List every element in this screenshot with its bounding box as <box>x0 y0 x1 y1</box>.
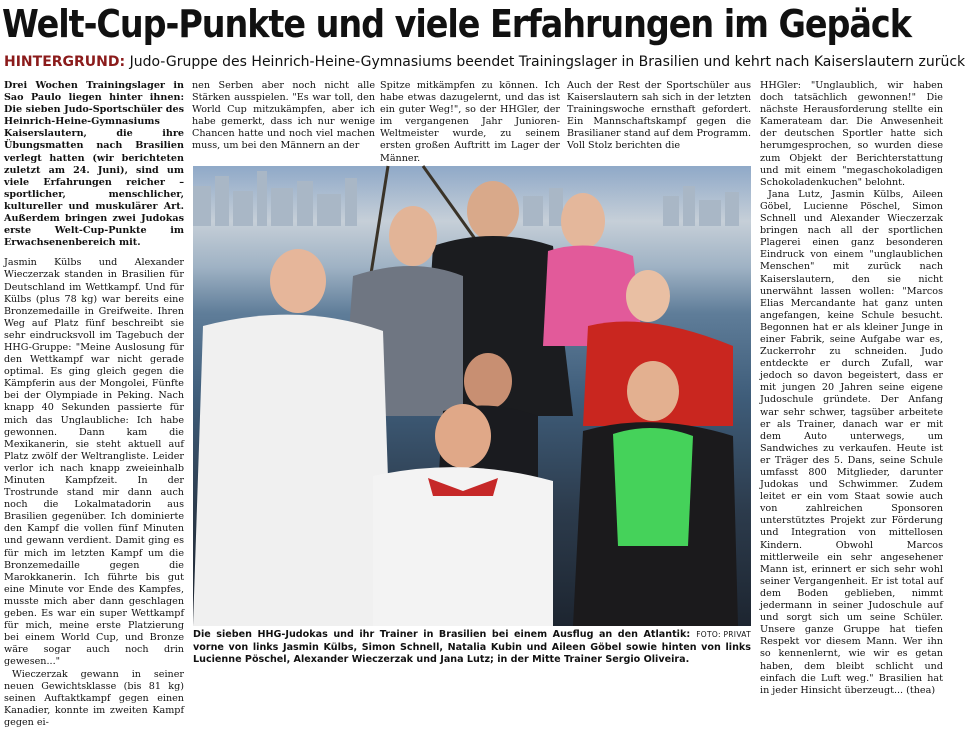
subheadline <box>4 53 965 73</box>
body-paragraph: Jana Lutz, Jasmin Külbs, Aileen Göbel, Lucienne Pöschel, Simon Schnell und Alexander Wieczerzak bringen nach all der sportlichen Plagerei einen ganz besonderen Eindruck von einem "unglaublichen Menschen" mit zurück nach Kaiserslautern, den sie nicht unerwähnt lassen wollen: "Marcos Elias Mercandante hat ganz unten angefangen, keine Schule besucht. Begonnen hat er als kleiner Junge in einer Fabrik, seine Aufgabe war es, Zuckerrohr zu schneiden. Judo entdeckte er durch Zufall, war jedoch so davon begeistert, dass er mit jungen 20 Jahren seine eigene Judoschule gründete. Der Anfang war sehr schwer, tagsüber arbeitete er als Trainer, danach war er mit dem Auto unterwegs, um Sandwiches zu verkaufen. Heute ist er Träger des 5. Dans, seine Schule umfasst 800 Mitglieder, darunter Judokas und Schwimmer. Zudem leitet er ein vom Staat sowie auch von zahlreichen Sponsoren unterstütztes Projekt zur Förderung und Integration von mittellosen Kindern. Obwohl Marcos mittlerweile ein sehr angesehener Mann ist, erinnert er sich sehr wohl seiner Vergangenheit. Er ist total auf dem Boden geblieben, nimmt jedermann in seiner Judoschule auf und sorgt sich um seine Schüler. Unsere ganze Gruppe hat tiefen Respekt vor diesem Mann. Wer ihn so kennenlernt, wie wir es getan haben, dem bleibt schlicht und einfach die Luft weg." Brasilien hat in jeder Hinsicht überzeugt... (thea) <box>760 188 943 696</box>
body-paragraph: HHGler: "Unglaublich, wir haben doch tatsächlich gewonnen!" Die nächste Herausforderung stellte ein Kamerateam dar. Die Anwesenheit der deutschen Sportler hatte sich herumgesprochen, so wurden diese zum Objekt der Berichterstattung und mit einem "megaschokoladigen Schokoladenkuchen" belohnt. <box>760 80 943 188</box>
headline: Welt-Cup-Punkte und viele Erfahrungen im Gepäck <box>2 2 911 46</box>
text-column-1 <box>4 80 184 728</box>
lead-paragraph: Drei Wochen Trainingslager in Sao Paulo liegen hinter ihnen: Die sieben Judo-Sportschüler des Heinrich-Heine-Gymnasiums Kaiserslautern, die ihre Übungsmatten nach Brasilien verlegt hatten (wir berichteten zuletzt am 24. Juni), sind um viele Erfahrungen reicher – sportlicher, menschlicher, kultureller und muskulärer Art. Außerdem bringen zwei Judokas erste Welt-Cup-Punkte im Erwachsenenbereich mit. <box>4 80 184 249</box>
group-photo-illustration <box>193 166 751 626</box>
body-paragraph: Spitze mitkämpfen zu können. Ich habe etwas dazugelernt, und das ist ein guter Weg!", so der HHGler, der im vergangenen Jahr Junioren-Weltmeister wurde, zu seinem ersten großen Auftritt im Lager der Männer. <box>380 80 560 164</box>
text-column-4 <box>567 80 751 166</box>
body-paragraph: Wieczerzak gewann in seiner neuen Gewichtsklasse (bis 81 kg) seinen Auftaktkampf gegen einen Kanadier, konnte im zweiten Kampf gegen ei- <box>4 668 184 728</box>
text-column-3 <box>380 80 560 166</box>
group-photo <box>193 166 751 626</box>
city-skyline <box>193 171 739 226</box>
body-paragraph: nen Serben aber noch nicht alle Stärken ausspielen. "Es war toll, den World Cup mitzukämpfen, aber ich habe gemerkt, dass ich nur wenige Chancen hatte und noch viel machen muss, um bei den Männern an der <box>192 80 375 152</box>
subheadline-text: Judo-Gruppe des Heinrich-Heine-Gymnasiums beendet Trainingslager in Brasilien und kehrt nach Kaiserslautern zurück <box>129 54 965 70</box>
kicker: HINTERGRUND: <box>4 54 126 70</box>
caption-text: Die sieben HHG-Judokas und ihr Trainer in Brasilien bei einem Ausflug an den Atlantik: vorne von links Jasmin Külbs, Simon Schnell, Natalia Kubin und Aileen Göbel sowie hinten von links Lucienne Pöschel, Alexander Wieczerzak und Jana Lutz; in der Mitte Trainer Sergio Oliveira. <box>193 629 751 665</box>
body-paragraph: Auch der Rest der Sportschüler aus Kaiserslautern sah sich in der letzten Trainingswoche ernsthaft gefordert. Ein Mannschaftskampf gegen die Brasilianer stand auf dem Programm. Voll Stolz berichten die <box>567 80 751 152</box>
body-paragraph: Jasmin Külbs und Alexander Wieczerzak standen in Brasilien für Deutschland im Wettkampf. Und für Külbs (plus 78 kg) war bereits eine Bronzemedaille in Greifweite. Ihren Weg auf Platz fünf beschreibt sie sehr eindrucksvoll im Tagebuch der HHG-Gruppe: "Meine Auslosung für den Wettkampf war nicht gerade optimal. Es ging gleich gegen die Kämpferin aus der Mongolei, Fünfte bei der Olympiade in Peking. Nach knapp 40 Sekunden passierte für mich das Unglaubliche: Ich habe gewonnen. Dann kam die Mexikanerin, sie steht aktuell auf Platz zwölf der Weltrangliste. Leider verlor ich nach knapp zweieinhalb Minuten Kampfzeit. In der Trostrunde stand mir dann auch noch die Lokalmatadorin aus Brasilien gegenüber. Ich dominierte den Kampf die vollen fünf Minuten und gewann verdient. Damit ging es für mich im letzten Kampf um die Bronzemedaille gegen die Marokkanerin. Ich führte bis gut eine Minute vor Ende des Kampfes, musste mich aber dann geschlagen geben. Es war ein super Wettkampf für mich, meine erste Platzierung bei einem World Cup, und Bronze wäre sogar auch noch drin gewesen..." <box>4 257 184 668</box>
photo-caption <box>193 629 751 673</box>
text-column-2 <box>192 80 375 166</box>
text-column-5 <box>760 80 943 696</box>
people <box>193 181 738 626</box>
photo-credit: FOTO: PRIVAT <box>696 630 751 639</box>
